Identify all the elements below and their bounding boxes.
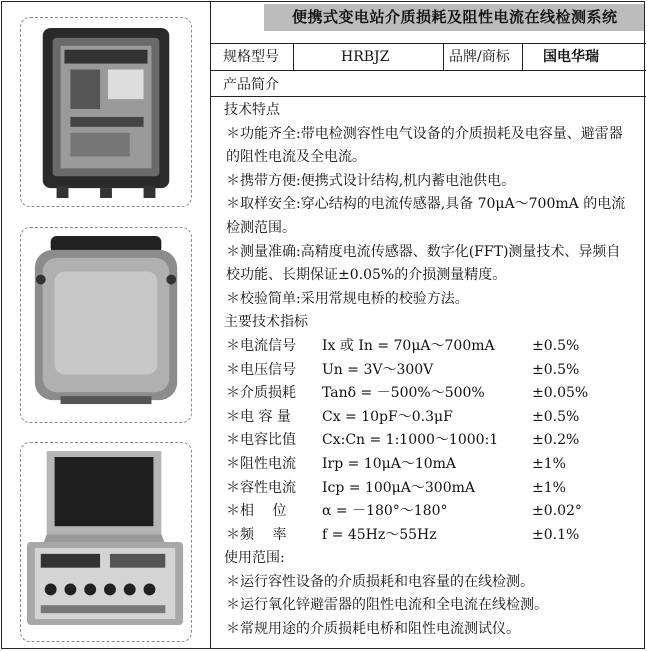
spec-name: ＊容性电流	[226, 479, 296, 496]
spec-name: ＊电压信号	[226, 361, 296, 378]
spec-accuracy: ±0.1%	[532, 526, 580, 543]
document-title: 便携式变电站介质损耗及阻性电流在线检测系统	[292, 8, 618, 26]
open-cabinet-image	[21, 18, 191, 206]
spec-name: ＊介质损耗	[226, 385, 296, 402]
spec-range: Icp = 100μA～300mA	[322, 479, 476, 496]
spec-accuracy: ±0.5%	[532, 361, 580, 378]
divider	[522, 44, 523, 70]
spec-name: ＊频 率	[226, 526, 287, 543]
spec-name: ＊阻性电流	[226, 455, 296, 472]
spec-range: Ix 或 In = 70μA～700mA	[322, 337, 495, 354]
spec-name: ＊相 位	[226, 503, 287, 520]
spec-range: Tanδ = －500%～500%	[322, 385, 485, 402]
spec-accuracy: ±1%	[532, 479, 566, 496]
spec-table-row	[224, 335, 642, 359]
feature-line: ＊携带方便:便携式设计结构,机内蓄电池供电。	[226, 172, 516, 189]
spec-range: Cx = 10pF～0.3μF	[322, 408, 453, 425]
spec-table-row	[224, 382, 642, 406]
spec-table-row	[224, 359, 642, 383]
spec-table-row	[224, 453, 642, 477]
feature-line: 检测范围。	[226, 219, 296, 236]
product-description	[224, 99, 642, 642]
spec-row	[211, 43, 646, 71]
spec-table-row	[224, 406, 642, 430]
model-label: 规格型号	[223, 49, 279, 65]
spec-table-row	[224, 524, 642, 548]
features-heading: 技术特点	[224, 102, 280, 118]
document-frame	[1, 1, 645, 649]
brand-value: 国电华瑞	[543, 49, 599, 65]
product-photo-open-cabinet	[20, 17, 192, 207]
spec-range: f = 45Hz～55Hz	[322, 526, 437, 543]
spec-accuracy: ±1%	[532, 455, 566, 472]
intro-row	[211, 71, 646, 97]
spec-name: ＊电流信号	[226, 337, 296, 354]
spec-range: Un = 3V～300V	[322, 361, 434, 378]
model-value: HRBJZ	[341, 49, 390, 65]
spec-name: ＊电容比值	[226, 432, 296, 449]
feature-line: ＊校验简单:采用常规电桥的校验方法。	[226, 290, 469, 307]
spec-accuracy: ±0.5%	[532, 337, 580, 354]
spec-range: Irp = 10μA～10mA	[322, 455, 457, 472]
spec-name: ＊电 容 量	[226, 408, 291, 425]
spec-table-row	[224, 429, 642, 453]
feature-line: ＊测量准确:高精度电流传感器、数字化(FFT)测量技术、异频自	[226, 243, 621, 260]
intro-label: 产品简介	[223, 77, 279, 93]
feature-line: ＊取样安全:穿心结构的电流传感器,具备 70μA～700mA 的电流	[226, 196, 626, 213]
spec-accuracy: ±0.2%	[532, 432, 580, 449]
product-photo-open-case-panel	[20, 442, 192, 642]
spec-table-row	[224, 500, 642, 524]
usage-line: ＊运行容性设备的介质损耗和电容量的在线检测。	[226, 573, 534, 590]
open-case-panel-image	[21, 443, 191, 641]
divider	[293, 44, 294, 70]
feature-line: 的阻性电流及全电流。	[226, 149, 366, 166]
specs-heading: 主要技术指标	[224, 314, 308, 331]
product-photo-closed-case	[20, 227, 192, 423]
spec-accuracy: ±0.02°	[532, 503, 582, 520]
spec-table-row	[224, 477, 642, 501]
divider	[443, 44, 444, 70]
spec-accuracy: ±0.05%	[532, 385, 589, 402]
feature-line: 校功能、长期保证±0.05%的介损测量精度。	[226, 267, 507, 284]
brand-label: 品牌/商标	[449, 49, 510, 65]
photo-column	[2, 2, 211, 648]
usage-heading: 使用范围:	[224, 550, 285, 567]
spec-range: α = －180°～180°	[322, 503, 448, 520]
spec-range: Cx:Cn = 1:1000～1000:1	[322, 432, 499, 449]
closed-case-image	[21, 228, 191, 422]
spec-accuracy: ±0.5%	[532, 408, 580, 425]
usage-line: ＊运行氧化锌避雷器的阻性电流和全电流在线检测。	[226, 597, 548, 614]
usage-line: ＊常规用途的介质损耗电桥和阻性电流测试仪。	[226, 621, 520, 638]
feature-line: ＊功能齐全:带电检测容性电气设备的介质损耗及电容量、避雷器	[226, 125, 623, 142]
